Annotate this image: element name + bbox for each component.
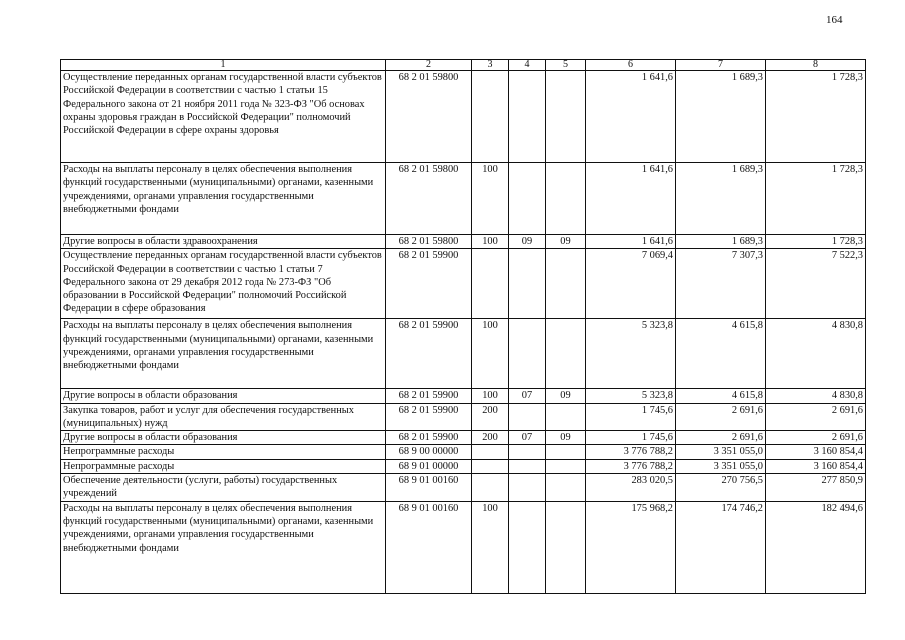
amount-year-3: 4 830,8 xyxy=(766,389,866,403)
target-article-code: 68 9 01 00160 xyxy=(386,501,472,593)
amount-year-3: 1 728,3 xyxy=(766,235,866,249)
subsection-code: 09 xyxy=(546,389,586,403)
header-cell: 5 xyxy=(546,60,586,71)
header-cell: 1 xyxy=(61,60,386,71)
target-article-code: 68 9 01 00000 xyxy=(386,459,472,473)
table-row xyxy=(61,235,866,249)
amount-year-1: 7 069,4 xyxy=(586,249,676,319)
section-code xyxy=(509,163,546,235)
expense-type: 200 xyxy=(472,403,509,431)
amount-year-1: 1 641,6 xyxy=(586,235,676,249)
section-code xyxy=(509,459,546,473)
table-row xyxy=(61,501,866,593)
header-cell: 7 xyxy=(676,60,766,71)
table-row xyxy=(61,319,866,389)
header-cell: 2 xyxy=(386,60,472,71)
header-cell: 8 xyxy=(766,60,866,71)
section-code xyxy=(509,319,546,389)
header-cell: 3 xyxy=(472,60,509,71)
subsection-code: 09 xyxy=(546,431,586,445)
subsection-code xyxy=(546,319,586,389)
amount-year-1: 175 968,2 xyxy=(586,501,676,593)
amount-year-2: 3 351 055,0 xyxy=(676,445,766,459)
expense-type xyxy=(472,474,509,502)
amount-year-2: 4 615,8 xyxy=(676,389,766,403)
target-article-code: 68 2 01 59800 xyxy=(386,163,472,235)
header-cell: 4 xyxy=(509,60,546,71)
expense-type: 200 xyxy=(472,431,509,445)
amount-year-1: 283 020,5 xyxy=(586,474,676,502)
amount-year-2: 174 746,2 xyxy=(676,501,766,593)
subsection-code xyxy=(546,403,586,431)
amount-year-3: 1 728,3 xyxy=(766,71,866,163)
table-row xyxy=(61,459,866,473)
budget-table xyxy=(60,59,866,594)
expense-type: 100 xyxy=(472,235,509,249)
amount-year-1: 1 641,6 xyxy=(586,163,676,235)
target-article-code: 68 9 00 00000 xyxy=(386,445,472,459)
table-row xyxy=(61,71,866,163)
amount-year-1: 1 745,6 xyxy=(586,431,676,445)
subsection-code xyxy=(546,71,586,163)
row-description: Осуществление переданных органам государственной власти субъектов Российской Федерации в соответствии с частью 1 статьи 15 Федерального закона от 21 ноября 2011 года № 323-ФЗ "Об основах охраны здоровья граждан в Российской Федерации" полномочий Российской Федерации в сфере охраны здоровья xyxy=(61,71,386,163)
amount-year-2: 1 689,3 xyxy=(676,235,766,249)
subsection-code xyxy=(546,445,586,459)
amount-year-3: 277 850,9 xyxy=(766,474,866,502)
row-description: Расходы на выплаты персоналу в целях обеспечения выполнения функций государственными (муниципальными) органами, казенными учреждениями, органами управления государственными внебюджетными фондами xyxy=(61,501,386,593)
section-code: 09 xyxy=(509,235,546,249)
header-cell: 6 xyxy=(586,60,676,71)
row-description: Расходы на выплаты персоналу в целях обеспечения выполнения функций государственными (муниципальными) органами, казенными учреждениями, органами управления государственными внебюджетными фондами xyxy=(61,163,386,235)
table-row xyxy=(61,249,866,319)
target-article-code: 68 2 01 59900 xyxy=(386,403,472,431)
amount-year-2: 7 307,3 xyxy=(676,249,766,319)
expense-type: 100 xyxy=(472,319,509,389)
table-row xyxy=(61,163,866,235)
row-description: Расходы на выплаты персоналу в целях обеспечения выполнения функций государственными (муниципальными) органами, казенными учреждениями, органами управления государственными внебюджетными фондами xyxy=(61,319,386,389)
subsection-code xyxy=(546,474,586,502)
target-article-code: 68 2 01 59900 xyxy=(386,431,472,445)
row-description: Другие вопросы в области здравоохранения xyxy=(61,235,386,249)
section-code xyxy=(509,501,546,593)
target-article-code: 68 2 01 59900 xyxy=(386,319,472,389)
subsection-code xyxy=(546,163,586,235)
page-number: 164 xyxy=(826,14,843,26)
row-description: Непрограммные расходы xyxy=(61,445,386,459)
table-row xyxy=(61,431,866,445)
expense-type xyxy=(472,445,509,459)
section-code xyxy=(509,249,546,319)
amount-year-3: 2 691,6 xyxy=(766,431,866,445)
amount-year-3: 182 494,6 xyxy=(766,501,866,593)
amount-year-2: 1 689,3 xyxy=(676,163,766,235)
row-description: Другие вопросы в области образования xyxy=(61,431,386,445)
row-description: Закупка товаров, работ и услуг для обеспечения государственных (муниципальных) нужд xyxy=(61,403,386,431)
amount-year-1: 5 323,8 xyxy=(586,389,676,403)
subsection-code xyxy=(546,249,586,319)
expense-type: 100 xyxy=(472,389,509,403)
amount-year-3: 3 160 854,4 xyxy=(766,445,866,459)
amount-year-2: 1 689,3 xyxy=(676,71,766,163)
row-description: Обеспечение деятельности (услуги, работы) государственных учреждений xyxy=(61,474,386,502)
expense-type xyxy=(472,71,509,163)
subsection-code xyxy=(546,501,586,593)
subsection-code: 09 xyxy=(546,235,586,249)
amount-year-3: 4 830,8 xyxy=(766,319,866,389)
table-row xyxy=(61,403,866,431)
section-code: 07 xyxy=(509,431,546,445)
row-description: Непрограммные расходы xyxy=(61,459,386,473)
amount-year-1: 3 776 788,2 xyxy=(586,445,676,459)
expense-type xyxy=(472,249,509,319)
target-article-code: 68 9 01 00160 xyxy=(386,474,472,502)
target-article-code: 68 2 01 59900 xyxy=(386,249,472,319)
amount-year-3: 7 522,3 xyxy=(766,249,866,319)
amount-year-2: 2 691,6 xyxy=(676,431,766,445)
amount-year-2: 4 615,8 xyxy=(676,319,766,389)
section-code xyxy=(509,403,546,431)
section-code xyxy=(509,445,546,459)
amount-year-1: 1 641,6 xyxy=(586,71,676,163)
amount-year-2: 2 691,6 xyxy=(676,403,766,431)
amount-year-1: 5 323,8 xyxy=(586,319,676,389)
amount-year-1: 1 745,6 xyxy=(586,403,676,431)
amount-year-3: 1 728,3 xyxy=(766,163,866,235)
amount-year-1: 3 776 788,2 xyxy=(586,459,676,473)
section-code xyxy=(509,474,546,502)
table-row xyxy=(61,474,866,502)
section-code xyxy=(509,71,546,163)
table-row xyxy=(61,445,866,459)
header-row xyxy=(61,60,866,71)
row-description: Осуществление переданных органам государственной власти субъектов Российской Федерации в соответствии с частью 1 статьи 7 Федерального закона от 29 декабря 2012 года № 273-ФЗ "Об образовании в Российской Федерации" полномочий Российской Федерации в сфере образования xyxy=(61,249,386,319)
amount-year-2: 270 756,5 xyxy=(676,474,766,502)
expense-type xyxy=(472,459,509,473)
subsection-code xyxy=(546,459,586,473)
section-code: 07 xyxy=(509,389,546,403)
amount-year-2: 3 351 055,0 xyxy=(676,459,766,473)
amount-year-3: 2 691,6 xyxy=(766,403,866,431)
target-article-code: 68 2 01 59800 xyxy=(386,235,472,249)
table-row xyxy=(61,389,866,403)
expense-type: 100 xyxy=(472,163,509,235)
expense-type: 100 xyxy=(472,501,509,593)
row-description: Другие вопросы в области образования xyxy=(61,389,386,403)
target-article-code: 68 2 01 59800 xyxy=(386,71,472,163)
amount-year-3: 3 160 854,4 xyxy=(766,459,866,473)
target-article-code: 68 2 01 59900 xyxy=(386,389,472,403)
